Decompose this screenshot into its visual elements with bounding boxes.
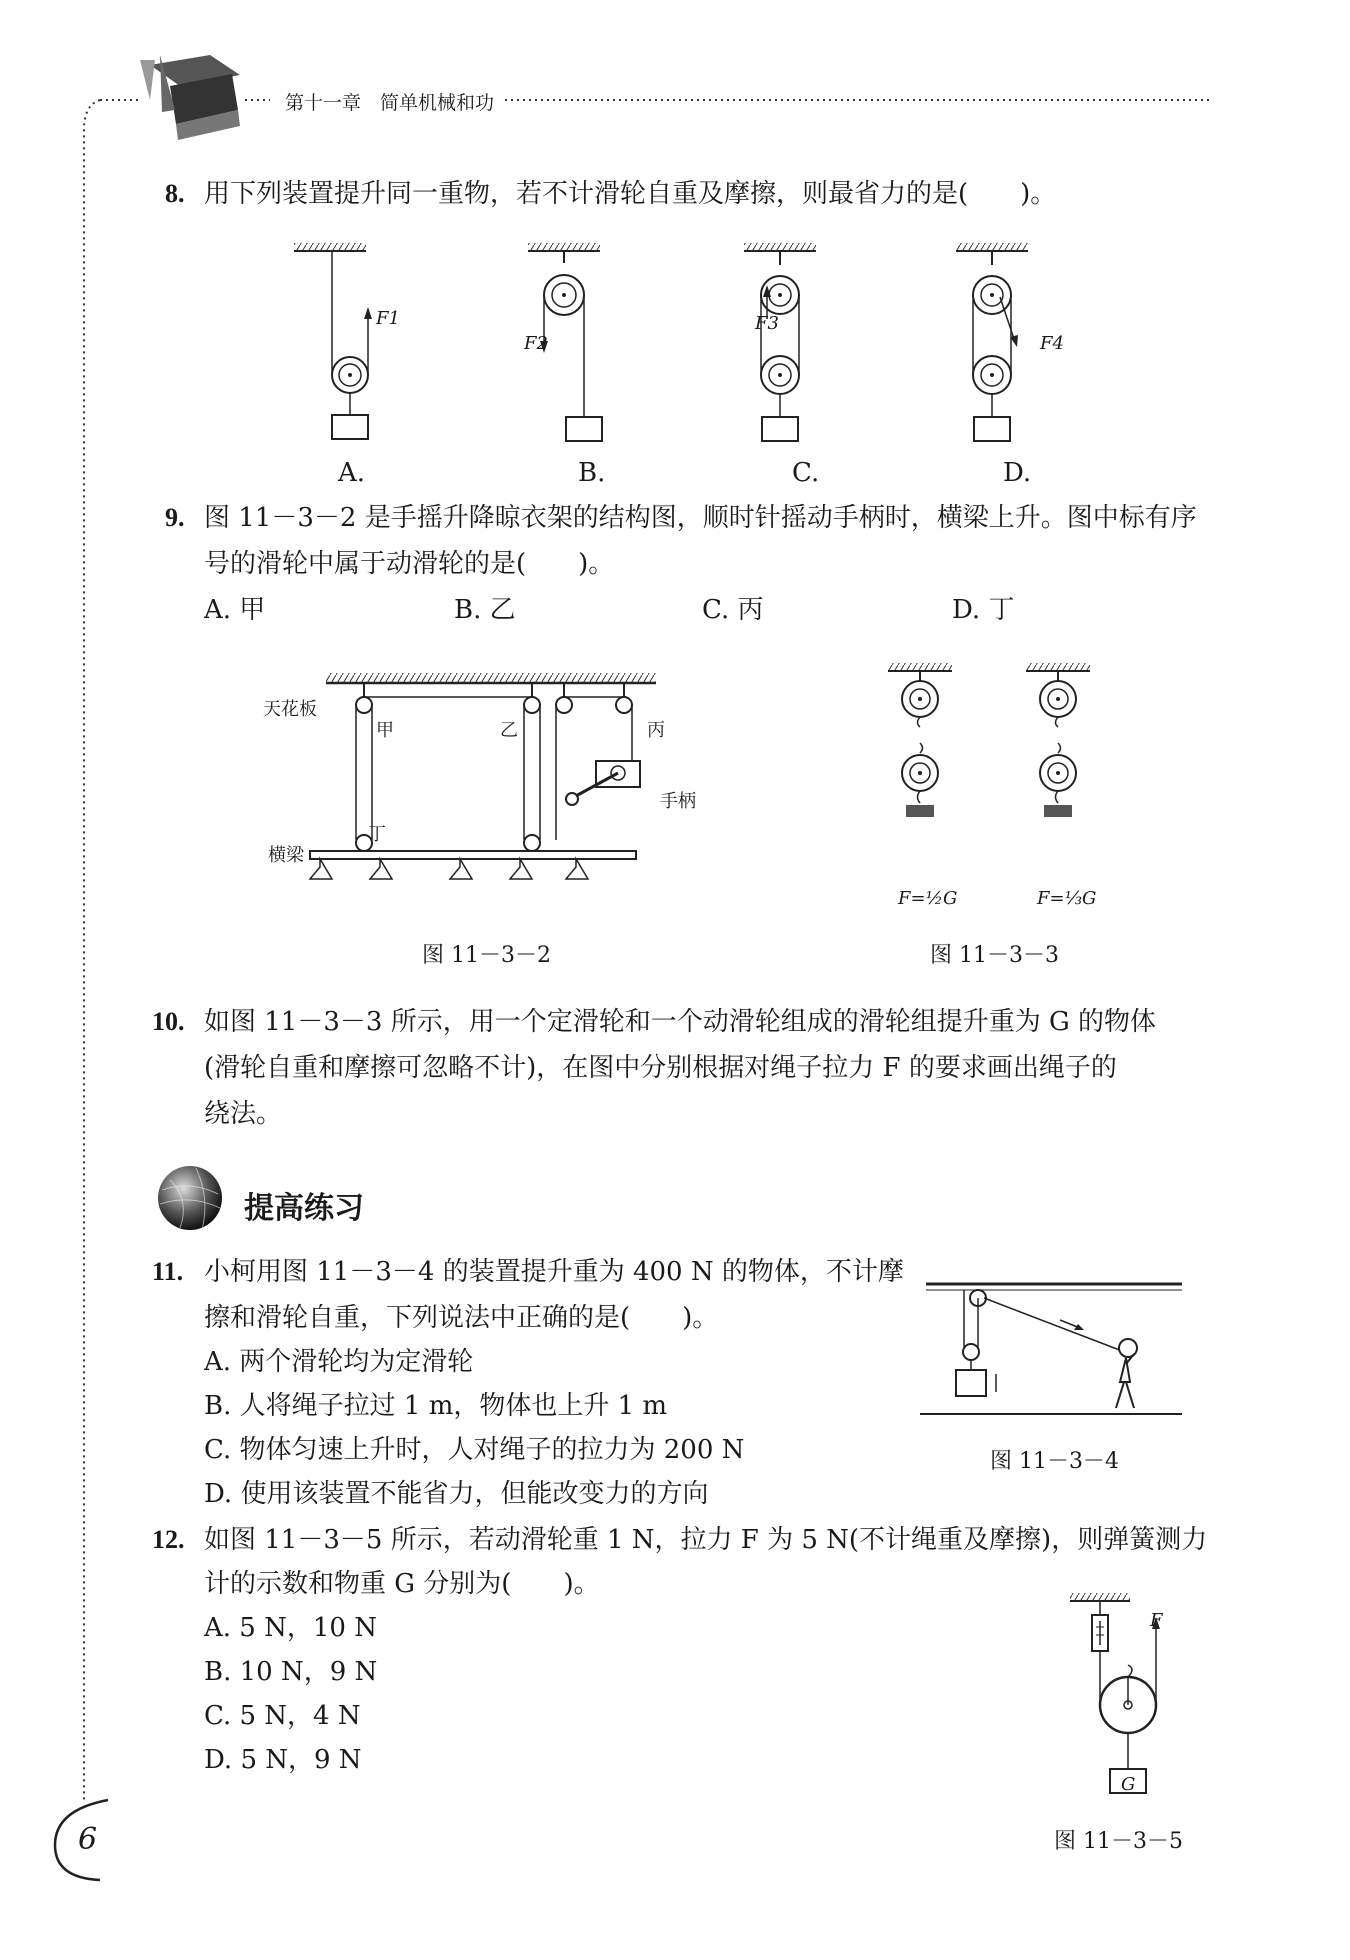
q9-option-a: A. 甲 [204,595,266,625]
q12-line-2: 计的示数和物重 G 分别为( )。 [204,1569,600,1599]
q12-option-d: D. 5 N，9 N [204,1745,362,1775]
fig-11-3-5-caption: 图 11－3－5 [1054,1829,1183,1854]
fig2-label-jia: 甲 [376,720,394,741]
fig-11-3-4-caption: 图 11－3－4 [990,1449,1119,1474]
fig-11-3-2-drawing [300,665,680,895]
q11-option-a: A. 两个滑轮均为定滑轮 [204,1347,474,1377]
fig5-label-weight: G [1121,1774,1136,1795]
q8-force-f1: F1 [376,308,400,329]
q11-number: 11. [152,1257,184,1286]
fig2-label-crossbeam: 横梁 [268,845,304,866]
header-books-icon [140,55,240,140]
q9-number: 9. [165,503,185,532]
q9-option-b: B. 乙 [454,595,516,625]
q8-device-d [956,243,1028,441]
q8-device-c [744,243,816,441]
q9-line-1: 图 11－3－2 是手摇升降晾衣架的结构图，顺时针摇动手柄时，横梁上升。图中标有序 [204,503,1197,533]
q12-option-b: B. 10 N，9 N [204,1657,378,1687]
fig-11-3-3-drawing [880,655,1120,905]
q10-number: 10. [152,1007,185,1036]
q9-option-d: D. 丁 [952,595,1015,625]
q8-option-c: C. [792,458,820,488]
q11-option-b: B. 人将绳子拉过 1 m，物体也上升 1 m [204,1391,668,1421]
fig2-label-yi: 乙 [500,720,518,741]
q8-force-f2: F2 [524,333,548,354]
q10-line-3: 绕法。 [204,1099,283,1129]
chapter-title: 第十一章 简单机械和功 [285,92,495,114]
q8-option-a: A. [338,458,366,488]
fig-11-3-3-caption: 图 11－3－3 [930,943,1059,968]
q11-line-2: 擦和滑轮自重，下列说法中正确的是( )。 [204,1303,719,1333]
fig2-label-handle: 手柄 [660,791,696,812]
fig3-system-left [888,663,952,817]
q12-line-1: 如图 11－3－5 所示，若动滑轮重 1 N，拉力 F 为 5 N(不计绳重及摩擦)，则弹簧测力 [204,1525,1208,1555]
fig3-label-left: F=½G [898,888,958,909]
q8-option-d: D. [1003,458,1032,488]
q11-option-d: D. 使用该装置不能省力，但能改变力的方向 [204,1479,709,1509]
q8-force-f4: F4 [1040,333,1064,354]
fig-11-3-2-caption: 图 11－3－2 [422,943,551,968]
q8-option-b: B. [578,458,606,488]
q8-text: 用下列装置提升同一重物，若不计滑轮自重及摩擦，则最省力的是( )。 [204,179,1057,209]
person-pulling-icon [1116,1339,1137,1408]
fig3-system-right [1026,663,1090,817]
q11-line-1: 小柯用图 11－3－4 的装置提升重为 400 N 的物体，不计摩 [204,1257,904,1287]
fig3-label-right: F=⅓G [1037,888,1097,909]
q9-option-c: C. 丙 [702,595,764,625]
fig2-label-bing: 丙 [647,720,665,741]
q8-figure [270,235,1070,455]
q8-number: 8. [165,179,185,208]
fig5-label-force: F [1150,1610,1163,1631]
fig2-label-ding: 丁 [368,824,386,845]
q8-force-f3: F3 [755,313,779,334]
q11-option-c: C. 物体匀速上升时，人对绳子的拉力为 200 N [204,1435,745,1465]
q12-option-a: A. 5 N，10 N [204,1613,377,1643]
q10-line-2: (滑轮自重和摩擦可忽略不计)，在图中分别根据对绳子拉力 F 的要求画出绳子的 [204,1053,1117,1083]
section-globe-icon [150,1160,230,1240]
q12-number: 12. [152,1525,185,1554]
q9-line-2: 号的滑轮中属于动滑轮的是( )。 [204,549,615,579]
fig2-label-ceiling: 天花板 [263,699,317,720]
section-title: 提高练习 [244,1191,364,1226]
fig-11-3-4-drawing [920,1270,1190,1430]
page-number: 6 [78,1822,98,1857]
q12-option-c: C. 5 N，4 N [204,1701,361,1731]
q10-line-1: 如图 11－3－3 所示，用一个定滑轮和一个动滑轮组成的滑轮组提升重为 G 的物体 [204,1007,1156,1037]
q8-device-a [294,243,372,439]
